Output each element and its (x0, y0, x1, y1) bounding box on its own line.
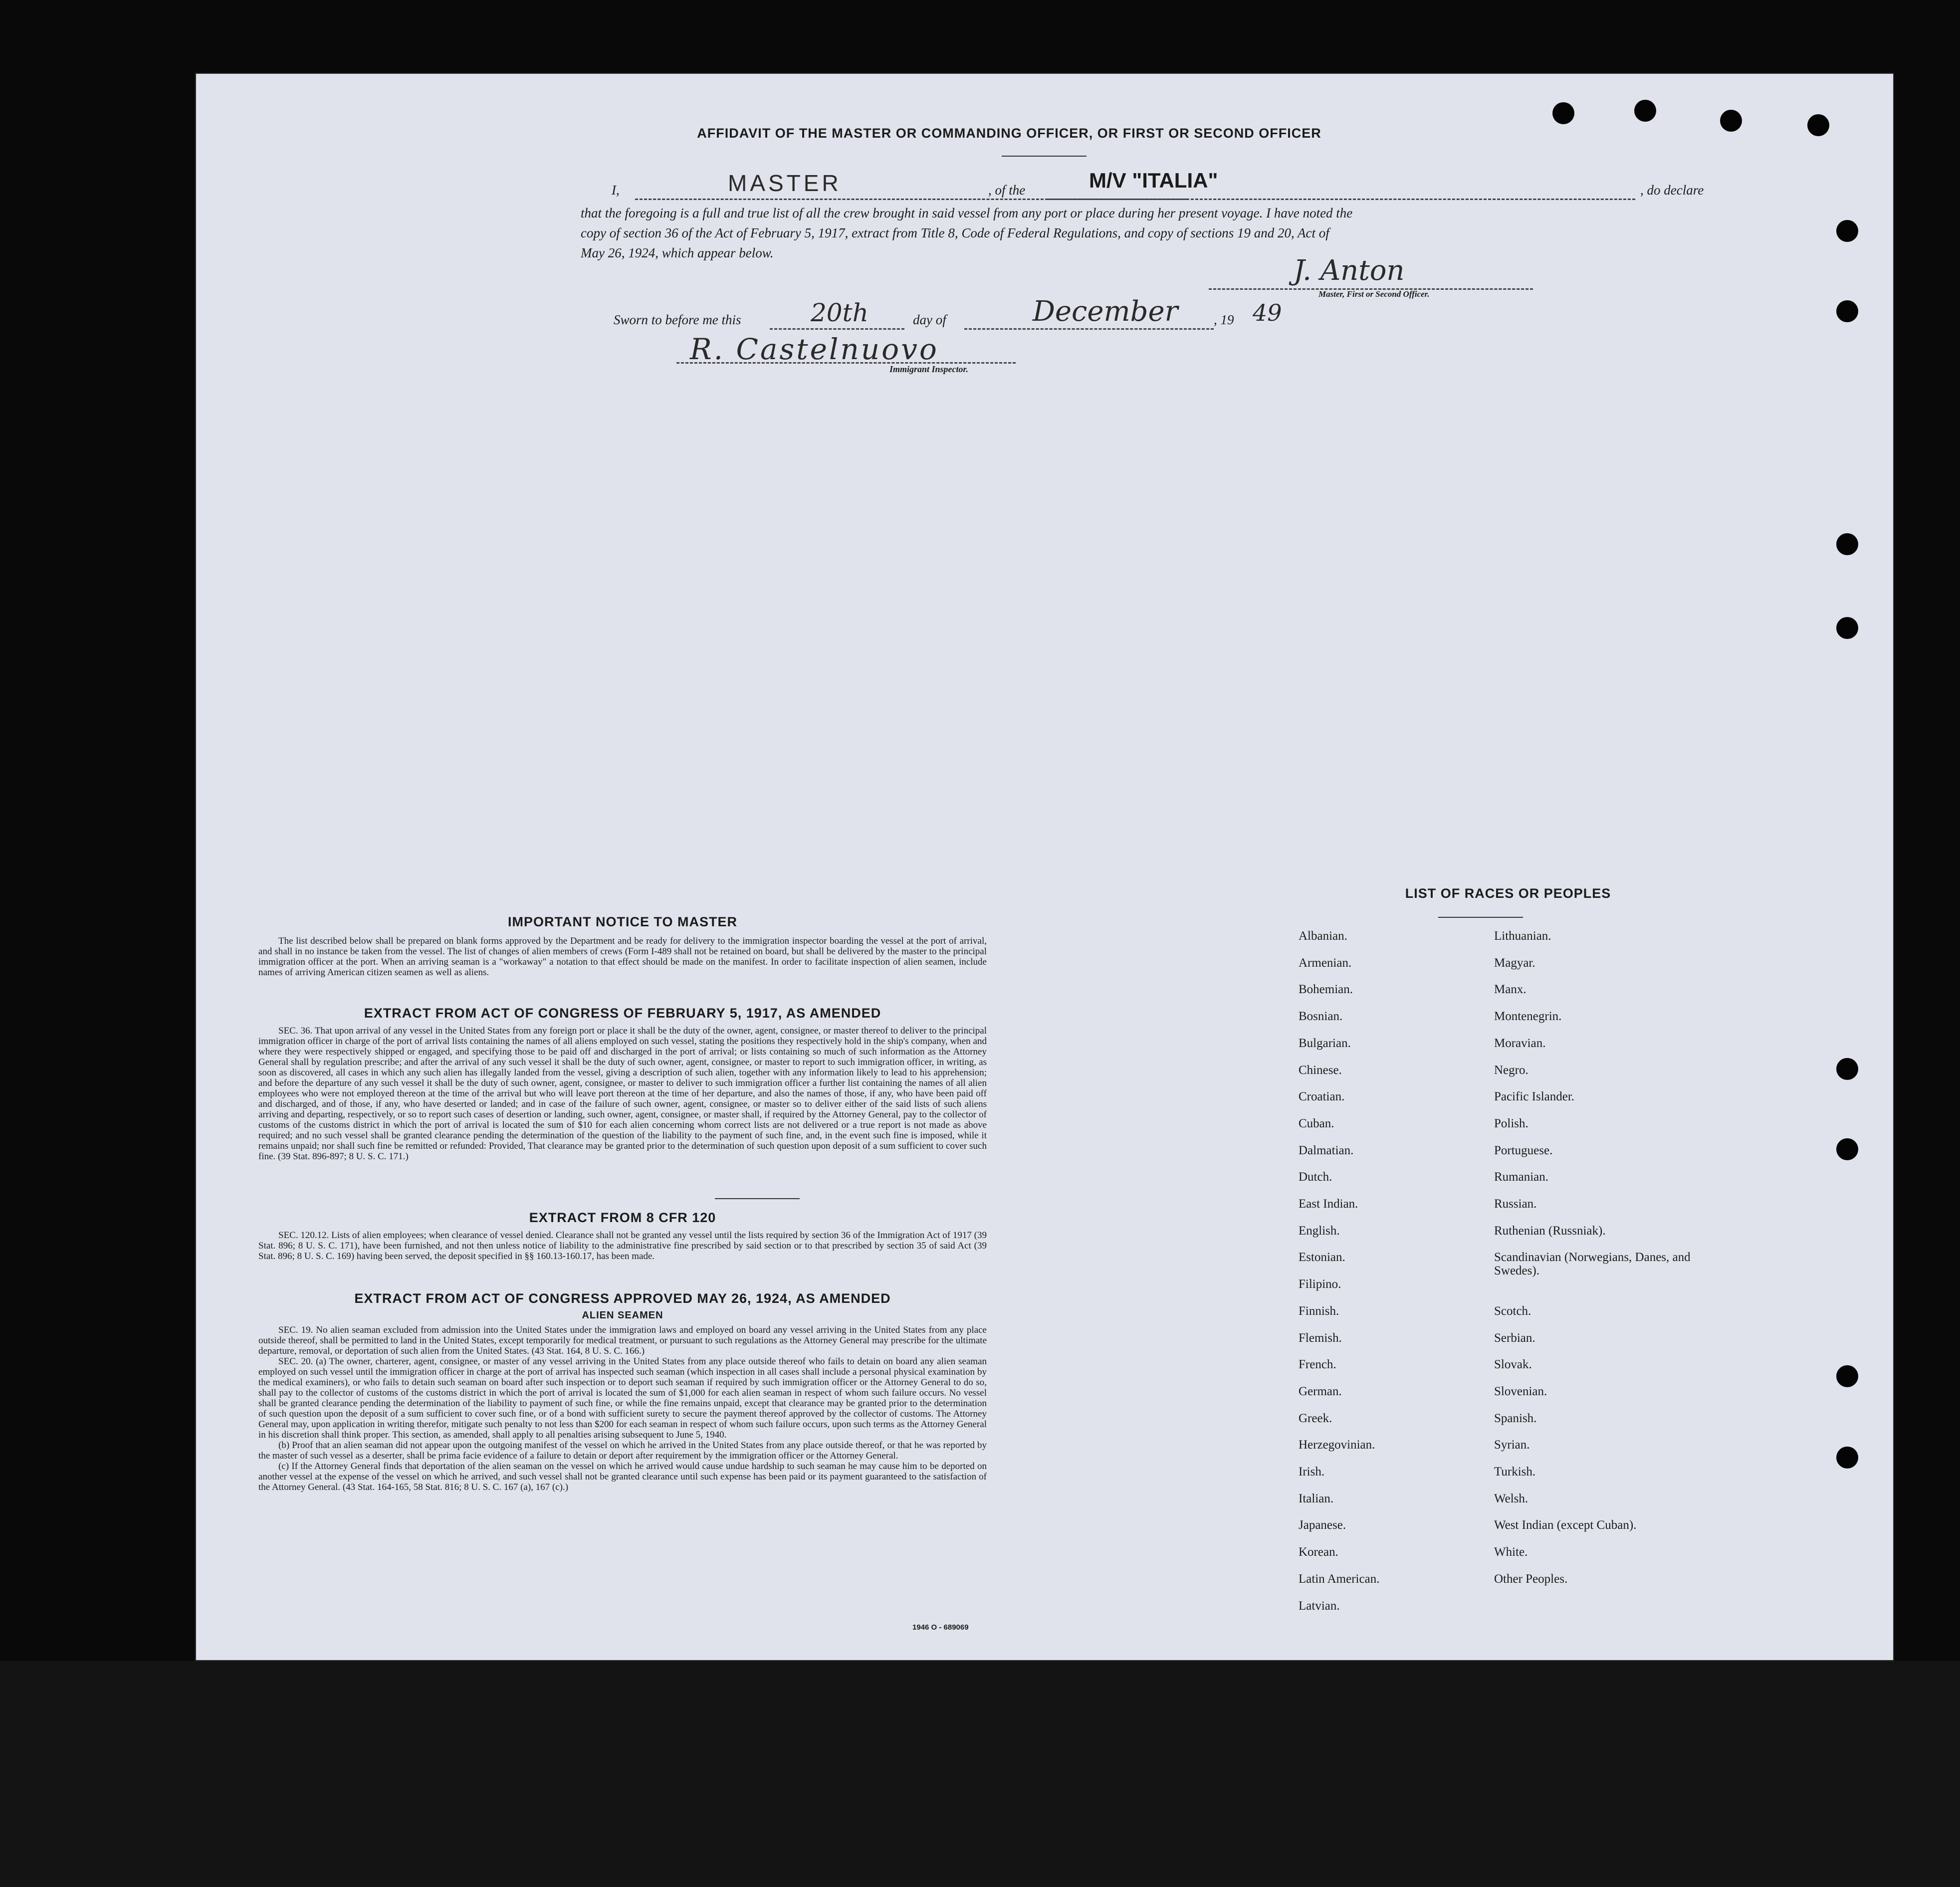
extract-1924-sec20b: (b) Proof that an alien seaman did not appear upon the outgoing manifest of the vessel on which he arrived in the United States from any place outside thereof, or that he was reported by the master of such vessel as a deserter, shall be prima facie evidence of a failure to detain or deport after requirement by the immigration officer or the Attorney General. (258, 1440, 987, 1461)
notice-body: The list described below shall be prepared on blank forms approved by the Department and be ready for delivery to the immigration inspector boarding the vessel at the port of arrival, and shall in no instance be taken from the vessel. The list of changes of alien members of crews (Form I-489 shall not be retained on board, but shall be delivered by the master to the principal immigration officer at the port. When an arriving seaman is a "workaway" a notation to that effect should be made on the manifest. In order to facilitate inspection of alien seamen, include names of arriving American citizen seamen as well as aliens. (258, 936, 987, 978)
race-list-item: Magyar. (1494, 956, 1535, 970)
extract-1924-subtitle: ALIEN SEAMEN (582, 1310, 663, 1321)
race-list-item: German. (1299, 1384, 1342, 1398)
punch-hole (1634, 100, 1656, 122)
punch-hole (1836, 220, 1858, 242)
punch-hole (1836, 617, 1858, 639)
scan-bottom-band (0, 1661, 1960, 1887)
race-list-item: Russian. (1494, 1197, 1537, 1211)
race-list-item: Welsh. (1494, 1491, 1528, 1505)
extract-1924-sec19: SEC. 19. No alien seaman excluded from admission into the United States under the immigration laws and employed on board any vessel arriving in the United States from any place outside thereof, shall be permitted to land in the United States, except temporarily for medical treatment, or pursuant to such regulations as the Attorney General may prescribe for the ultimate departure, removal, or deportation of such alien from the United States. (43 Stat. 164, 8 U. S. C. 166.) (258, 1325, 987, 1356)
punch-hole (1552, 102, 1574, 124)
race-list-item: Lithuanian. (1494, 929, 1551, 943)
section-rule (715, 1198, 800, 1199)
race-list-item: Finnish. (1299, 1304, 1339, 1318)
sworn-month: December (1033, 295, 1178, 328)
race-list-item: Herzegovinian. (1299, 1438, 1375, 1452)
punch-hole (1807, 114, 1829, 136)
extract-1924-sec20a: SEC. 20. (a) The owner, charterer, agent, consignee, or master of any vessel arriving in the United States from any place outside thereof who fails to detain on board any alien seaman employed on such vessel until the immigration officer in charge at the port of arrival has inspected such seaman (which inspection in all cases shall include a personal physical examination by the medical examiners), or who fails to detain such seaman on board after such inspection or to deport such seaman if required by such immigration officer or the Attorney General to do so, shall pay to the collector of customs of the customs district in which the port of arrival is located the sum of $1,000 for each alien seaman in respect of whom such failure occurs. No vessel shall be granted clearance pending the determination of the liability to payment of such fine, or while the fine remains unpaid, except that clearance may be granted prior to the determination of such question upon the deposit of a sum sufficient to cover such fine, or of a bond with sufficient surety to secure the payment thereof approved by the collector of customs. The Attorney General may, upon application in writing therefor, mitigate such penalty to not less than $200 for each seaman in respect of whom such failure occurs, upon such terms as the Attorney General in his discretion shall think proper. This section, as amended, shall apply to all penalties arising subsequent to June 5, 1940. (258, 1356, 987, 1440)
race-list-item: Japanese. (1299, 1518, 1346, 1532)
race-list-item: White. (1494, 1545, 1528, 1559)
extract-cfr-title: EXTRACT FROM 8 CFR 120 (529, 1210, 716, 1225)
year-prefix: , 19 (1214, 312, 1234, 327)
race-list-item: Scotch. (1494, 1304, 1531, 1318)
extract-cfr-body: SEC. 120.12. Lists of alien employees; when clearance of vessel denied. Clearance shall not be granted any vessel until the lists required by section 36 of the Immigration Act of 1917 (39 Stat. 896; 8 U. S. C. 171), have been furnished, and not then unless notice of liability to the administrative fine prescribed by said section or to that prescribed by section 35 of said Act (39 Stat. 896; 8 U. S. C. 169) having been served, the deposit specified in §§ 160.13-160.17, has been made. (258, 1230, 987, 1261)
race-list-item: Syrian. (1494, 1438, 1530, 1452)
punch-hole (1836, 1058, 1858, 1080)
race-list-item: Polish. (1494, 1116, 1528, 1130)
extract-1924-body (258, 1325, 987, 1492)
signature-caption: Master, First or Second Officer. (1318, 289, 1430, 299)
race-list-item: Moravian. (1494, 1036, 1546, 1050)
race-list-item: Slovak. (1494, 1358, 1532, 1372)
race-list-item: Italian. (1299, 1491, 1334, 1505)
race-list-item: Bulgarian. (1299, 1036, 1351, 1050)
race-list-item: English. (1299, 1224, 1340, 1238)
inspector-dotline (676, 362, 1016, 364)
race-list-item: Greek. (1299, 1411, 1332, 1425)
race-list-item: Rumanian. (1494, 1170, 1549, 1184)
extract-1924-sec20c: (c) If the Attorney General finds that deportation of the alien seaman on the vessel on which he arrived would cause undue hardship to such seaman he may cause him to be deported on another vessel at the expense of the vessel on which he arrived, and such vessel shall not be granted clearance until such expense has been paid or its payment guaranteed to the satisfaction of the Attorney General. (43 Stat. 164-165, 58 Stat. 816; 8 U. S. C. 167 (a), 167 (c).) (258, 1461, 987, 1492)
day-of-label: day of (913, 312, 946, 327)
punch-hole (1836, 1138, 1858, 1160)
race-list-item: Chinese. (1299, 1063, 1342, 1077)
race-list-item: Bohemian. (1299, 983, 1353, 997)
sworn-prefix: Sworn to before me this (614, 312, 741, 327)
race-list-item: Korean. (1299, 1545, 1338, 1559)
extract-1917-title: EXTRACT FROM ACT OF CONGRESS OF FEBRUARY 5, 1917, AS AMENDED (364, 1006, 881, 1021)
master-signature: J. Anton (1294, 254, 1405, 287)
extract-1924-title: EXTRACT FROM ACT OF CONGRESS APPROVED MAY 26, 1924, AS AMENDED (354, 1291, 891, 1306)
race-list-item: Irish. (1299, 1465, 1325, 1478)
race-list-item: Armenian. (1299, 956, 1352, 970)
sworn-year: 49 (1253, 299, 1282, 326)
race-list-item: Negro. (1494, 1063, 1528, 1077)
race-list-item: Spanish. (1494, 1411, 1537, 1425)
race-list-item: Serbian. (1494, 1331, 1535, 1345)
month-dotline (964, 328, 1214, 330)
race-list-item: Portuguese. (1494, 1143, 1553, 1157)
race-list-item: Montenegrin. (1494, 1010, 1562, 1024)
affidavit-line-2: that the foregoing is a full and true list of all the crew brought in said vessel from any port or place during her present voyage. I have noted the (581, 206, 1353, 220)
race-list-item: Bosnian. (1299, 1010, 1343, 1024)
race-list-item: Scandinavian (Norwegians, Danes, and Swedes). (1494, 1251, 1691, 1278)
punch-hole (1836, 533, 1858, 555)
race-list-item: Latin American. (1299, 1572, 1380, 1586)
affidavit-prefix: I, (612, 183, 620, 198)
race-list-item: Dutch. (1299, 1170, 1332, 1184)
race-list-item: French. (1299, 1358, 1336, 1372)
name-value: MASTER (728, 170, 842, 196)
of-the-label: , of the (988, 183, 1026, 198)
vessel-value: M/V "ITALIA" (1089, 169, 1218, 192)
race-list-item: Cuban. (1299, 1116, 1334, 1130)
punch-hole (1836, 300, 1858, 322)
race-list-item: Croatian. (1299, 1090, 1345, 1104)
race-list-item: Filipino. (1299, 1277, 1341, 1291)
inspector-signature: R. Castelnuovo (690, 332, 939, 366)
print-code: 1946 O - 689069 (912, 1623, 969, 1632)
race-list-item: Pacific Islander. (1494, 1090, 1575, 1104)
extract-1917-body: SEC. 36. That upon arrival of any vessel in the United States from any foreign port or place it shall be the duty of the owner, agent, consignee, or master thereof to deliver to the principal immigration officer in charge of the port of arrival lists containing the names of all aliens employed on such vessel, stating the positions they respectively hold in the ship's company, when and where they were respectively shipped or engaged, and specifying those to be paid off and discharged in the port of arrival; or lists containing so much of such information as the Attorney General shall by regulation prescribe; and after the arrival of any such vessel it shall be the duty of such owner, agent, consignee, or master to report to such immigration officer, in writing, as soon as discovered, all cases in which any such alien has illegally landed from the vessel, giving a description of such alien, together with any information likely to lead to his apprehension; and before the departure of any such vessel it shall be the duty of such owner, agent, consignee, or master to deliver to such immigration officer a further list containing the names of all alien employees who were not employed thereon at the time of the arrival but who will leave port thereon at the time of her departure, and also the names of those, if any, who have been paid off and discharged, and of those, if any, who have deserted or landed; and in case of the failure of such owner, agent, consignee, or master so to deliver either of the said lists of such aliens arriving and departing, respectively, or so to report such cases of desertion or landing, such owner, agent, consignee, or master shall, if required by the Attorney General, pay to the collector of customs of the customs district in which the port of arrival is located the sum of $10 for each alien concerning whom correct lists are not delivered or a true report is not made as above required; and no such vessel shall be granted clearance pending the determination of the question of the liability to the payment of such fine, and, in the event such fine is imposed, while it remains unpaid; nor shall such fine be remitted or refunded: Provided, That clearance may be granted prior to the determination of such question upon deposit of a sum sufficient to cover such fine. (39 Stat. 896-897; 8 U. S. C. 171.) (258, 1026, 987, 1162)
vessel-dotline (1047, 199, 1635, 200)
race-list-item: East Indian. (1299, 1197, 1358, 1211)
document-page (196, 74, 1893, 1660)
punch-hole (1836, 1447, 1858, 1468)
race-list-item: Slovenian. (1494, 1384, 1547, 1398)
races-title: LIST OF RACES OR PEOPLES (1405, 886, 1611, 901)
race-list-item: Flemish. (1299, 1331, 1342, 1345)
race-list-item: Ruthenian (Russniak). (1494, 1224, 1606, 1238)
notice-title: IMPORTANT NOTICE TO MASTER (508, 914, 737, 929)
punch-hole (1836, 1365, 1858, 1387)
affidavit-line-3: copy of section 36 of the Act of February 5, 1917, extract from Title 8, Code of Federal Regulations, and copy of sections 19 and 20, Act of (581, 225, 1329, 240)
race-list-item: West Indian (except Cuban). (1494, 1518, 1637, 1532)
punch-hole (1720, 110, 1742, 132)
race-list-item: Estonian. (1299, 1251, 1345, 1264)
inspector-caption: Immigrant Inspector. (889, 364, 969, 374)
day-dotline (770, 328, 904, 330)
race-list-item: Latvian. (1299, 1599, 1340, 1613)
affidavit-line-4: May 26, 1924, which appear below. (581, 245, 774, 260)
title-rule (1002, 156, 1087, 157)
race-list-item: Turkish. (1494, 1465, 1536, 1478)
race-list-item: Other Peoples. (1494, 1572, 1568, 1586)
sworn-day: 20th (811, 298, 869, 327)
affidavit-title: AFFIDAVIT OF THE MASTER OR COMMANDING OFFICER, OR FIRST OR SECOND OFFICER (697, 126, 1321, 141)
race-list-item: Dalmatian. (1299, 1143, 1354, 1157)
do-declare-label: , do declare (1640, 183, 1704, 198)
race-list-item: Manx. (1494, 983, 1526, 997)
race-list-item: Albanian. (1299, 929, 1347, 943)
races-rule (1438, 917, 1523, 918)
